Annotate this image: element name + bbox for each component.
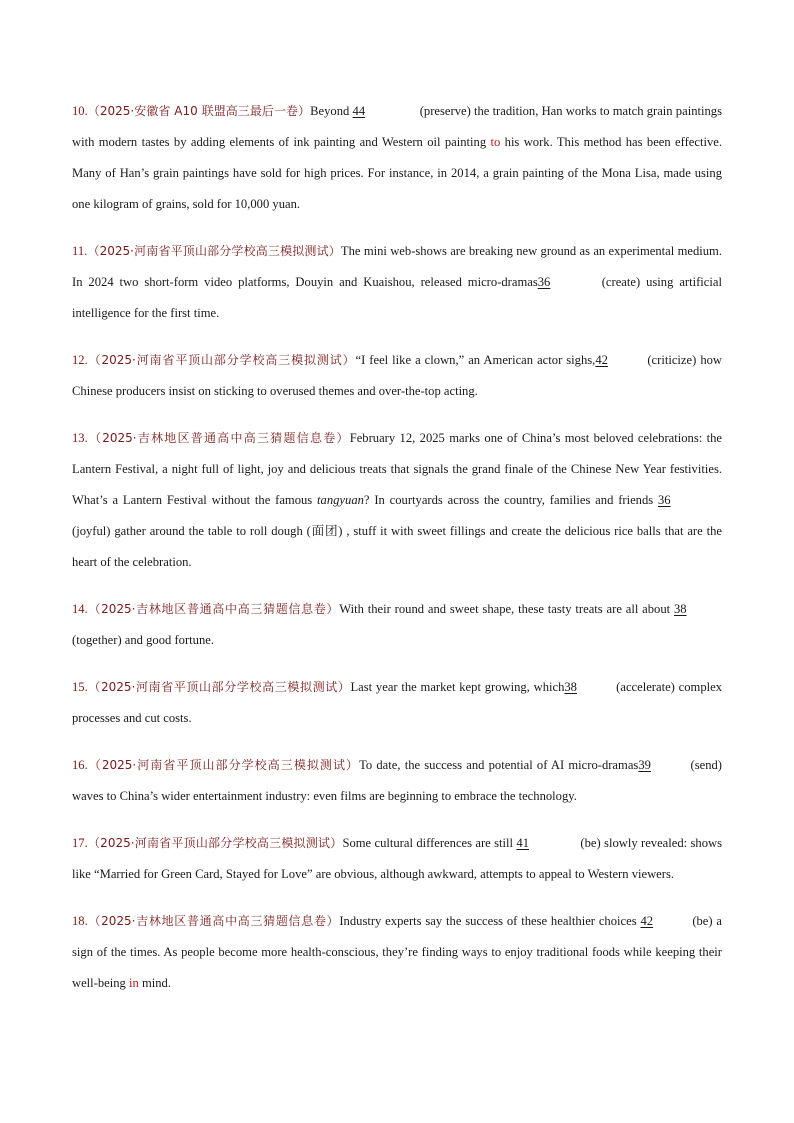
question-text: Some cultural differences are still [342,836,514,850]
question-source: （2025·吉林地区普通高中高三猜题信息卷） [87,914,340,928]
question-16 [72,750,722,812]
question-text: (joyful) gather around the table to roll dough (面团) , stuff it with sweet fillings and create the delicious rice balls that are the heart of the celebration. [72,524,722,569]
question-13 [72,423,722,578]
question-number: 14. [72,602,88,616]
question-text: (be) slowly revealed: shows like “Married for Green Card, Stayed for Love” are obvious, although awkward, attempts to appeal to Western viewers. [72,836,722,881]
question-17 [72,828,722,890]
answer-blank[interactable]: 42 [640,914,654,928]
question-14 [72,594,722,656]
question-text: his work. This method has been effective. Many of Han’s grain paintings have sold for high prices. For instance, in 2014, a grain painting of the Mona Lisa, made using one kilogram of grains, sold for 10,000 yuan. [72,135,722,211]
question-number: 16. [72,758,88,772]
answer-blank[interactable]: 36 [658,493,671,507]
question-15 [72,672,722,734]
question-list [72,96,722,1015]
question-text: February 12, 2025 marks one of China’s most beloved celebrations: the Lantern Festival, a night full of light, joy and delicious treats that signals the grand finale of the Chinese New Year festivities. What’s a Lantern Festival without the famous [72,431,722,507]
question-number: 15. [72,680,88,694]
question-source: （2025·安徽省 A10 联盟高三最后一卷） [87,104,311,118]
question-text: (together) and good fortune. [72,633,214,647]
question-source: （2025·吉林地区普通高中高三猜题信息卷） [87,431,350,445]
question-18 [72,906,722,999]
answer-blank[interactable]: 44 [352,104,366,118]
question-text: (preserve) the tradition, Han works to match grain paintings with modern tastes by adding elements of ink painting and Western oil painting [72,104,722,149]
question-source: （2025·河南省平顶山部分学校高三模拟测试） [87,758,360,772]
question-text: (create) using artificial intelligence for the first time. [72,275,722,320]
question-text: Last year the market kept growing, which [350,680,565,694]
question-source: （2025·河南省平顶山部分学校高三模拟测试） [87,244,341,258]
question-text: Industry experts say the success of these healthier choices [339,914,637,928]
question-number: 13. [72,431,88,445]
question-number: 18. [72,914,88,928]
question-source: （2025·河南省平顶山部分学校高三模拟测试） [87,680,351,694]
question-text: With their round and sweet shape, these tasty treats are all about [339,602,671,616]
question-number: 11. [72,244,88,258]
question-text: ? In courtyards across the country, families and friends [363,493,654,507]
question-number: 12. [72,353,88,367]
question-text: in [129,976,139,990]
question-italic-term: tangyuan [317,493,364,507]
question-11 [72,236,722,329]
question-text: (criticize) how Chinese producers insist on sticking to overused themes and over-the-top acting. [72,353,723,398]
question-text: To date, the success and potential of AI micro-dramas [359,758,639,772]
answer-blank[interactable]: 39 [638,758,651,772]
question-number: 10. [72,104,88,118]
answer-blank[interactable]: 36 [537,275,551,289]
question-source: （2025·河南省平顶山部分学校高三模拟测试） [87,353,356,367]
question-text: mind. [138,976,171,990]
answer-blank[interactable]: 38 [564,680,577,694]
question-text: Beyond [310,104,350,118]
question-text: to [490,135,501,149]
question-text: (be) a sign of the times. As people become more health-conscious, they’re finding ways to enjoy traditional foods while keeping their well-being [72,914,723,990]
question-10 [72,96,722,220]
question-text: (accelerate) complex processes and cut costs. [72,680,722,725]
question-12 [72,345,722,407]
question-number: 17. [72,836,88,850]
answer-blank[interactable]: 42 [595,353,608,367]
question-text: The mini web-shows are breaking new ground as an experimental medium. In 2024 two short-form video platforms, Douyin and Kuaishou, released micro-dramas [72,244,723,289]
question-text: (send) waves to China’s wider entertainment industry: even films are beginning to embrace the technology. [72,758,722,803]
question-source: （2025·吉林地区普通高中高三猜题信息卷） [87,602,340,616]
question-source: （2025·河南省平顶山部分学校高三模拟测试） [87,836,343,850]
answer-blank[interactable]: 41 [516,836,529,850]
answer-blank[interactable]: 38 [674,602,687,616]
question-text: “I feel like a clown,” an American actor sighs, [355,353,596,367]
